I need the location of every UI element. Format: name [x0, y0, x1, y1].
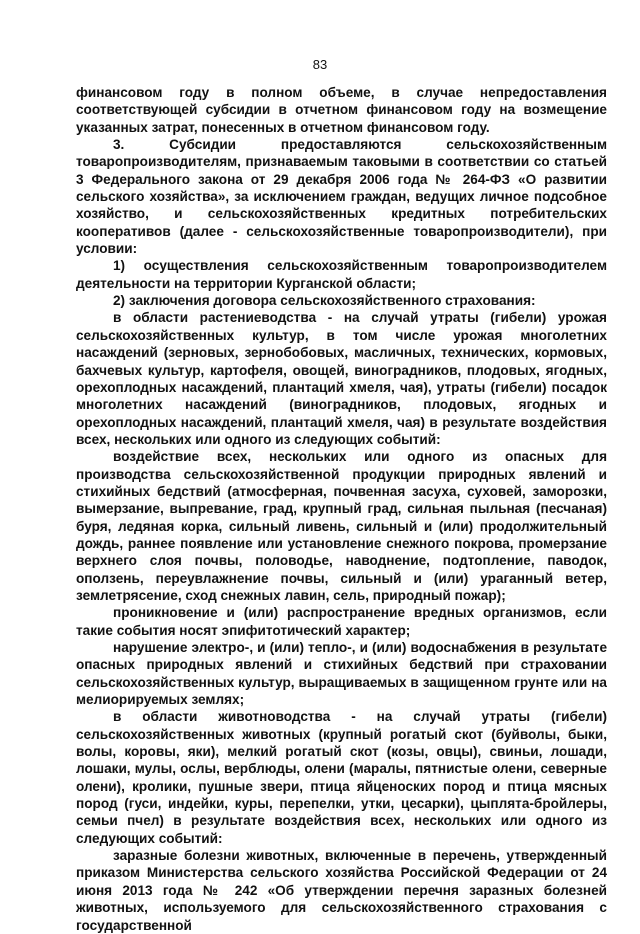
- paragraph-utilities-failure: нарушение электро-, и (или) тепло-, и (или) водоснабжения в результате опасных природных явлений и стихийных бедствий при страховании сельскохозяйственных культур, выращиваемых в защищенном грунте или на мелиорируемых землях;: [76, 640, 607, 708]
- paragraph-animal-diseases: заразные болезни животных, включенные в перечень, утвержденный приказом Министерства сельского хозяйства Российской Федерации от 24 июня 2013 года № 242 «Об утверждении перечня заразных болезней животных, используемого для сельскохозяйственного страхования с государственной: [76, 848, 607, 933]
- document-body: [76, 84, 607, 934]
- page-number: 83: [312, 57, 328, 72]
- paragraph-livestock: в области животноводства - на случай утраты (гибели) сельскохозяйственных животных (крупный рогатый скот (буйволы, быки, волы, коровы, яки), мелкий рогатый скот (козы, овцы), свиньи, лошади, лошаки, мулы, ослы, верблюды, олени (маралы, пятнистые олени, северные олени), кролики, пушные звери, птица яйценоских пород и птица мясных пород (гуси, индейки, куры, перепелки, утки, цесарки), цыплята-бройлеры, семьи пчел) в результате воздействия всех, нескольких или одного из следующих событий:: [76, 709, 607, 846]
- paragraph-clause-3: 3. Субсидии предоставляются сельскохозяйственным товаропроизводителям, признаваемым таковыми в соответствии со статьей 3 Федерального закона от 29 декабря 2006 года № 264-ФЗ «О развитии сельского хозяйства», за исключением граждан, ведущих личное подсобное хозяйство, и сельскохозяйственных кредитных потребительских кооперативов (далее - сельскохозяйственные товаропроизводители), при условии:: [76, 137, 607, 257]
- paragraph-crop-production: в области растениеводства - на случай утраты (гибели) урожая сельскохозяйственных культур, в том числе урожая многолетних насаждений (зерновых, зернобобовых, масличных, технических, кормовых, бахчевых культур, картофеля, овощей, виноградников, плодовых, ягодных, орехоплодных насаждений, плантаций хмеля, чая), утраты (гибели) посадок многолетних насаждений (виноградников, плодовых, ягодных и орехоплодных насаждений, плантаций хмеля, чая) в результате воздействия всех, нескольких или одного из следующих событий:: [76, 310, 607, 447]
- paragraph-natural-hazards: воздействие всех, нескольких или одного из опасных для производства сельскохозяйственной продукции природных явлений и стихийных бедствий (атмосферная, почвенная засуха, суховей, заморозки, вымерзание, выпревание, град, крупный град, сильная пыльная (песчаная) буря, ледяная корка, сильный ливень, сильный и (или) продолжительный дождь, раннее появление или установление снежного покрова, промерзание верхнего слоя почвы, половодье, наводнение, подтопление, паводок, оползень, переувлажнение почвы, сильный и (или) ураганный ветер, землетрясение, сход снежных лавин, сель, природный пожар);: [76, 449, 607, 603]
- paragraph-condition-2: 2) заключения договора сельскохозяйственного страхования:: [113, 293, 536, 309]
- paragraph-continuation: финансовом году в полном объеме, в случае непредоставления соответствующей субсидии в отчетном финансовом году на возмещение указанных затрат, понесенных в отчетном финансовом году.: [76, 85, 607, 135]
- paragraph-condition-1: 1) осуществления сельскохозяйственным товаропроизводителем деятельности на территории Курганской области;: [76, 258, 607, 291]
- paragraph-pests: проникновение и (или) распространение вредных организмов, если такие события носят эпифитотический характер;: [76, 605, 607, 638]
